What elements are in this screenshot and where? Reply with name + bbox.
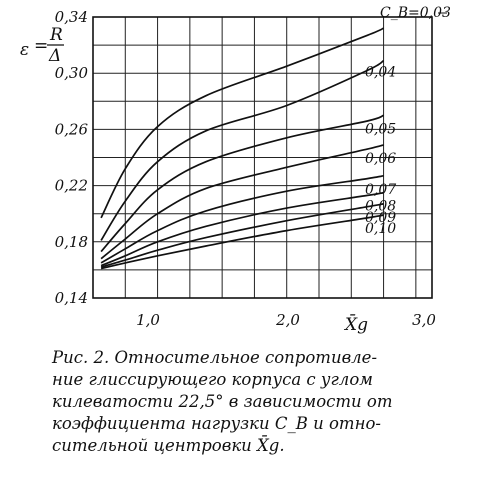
caption-line: Рис. 2. Относительное сопротивле- (52, 348, 378, 367)
y-axis-title (20, 25, 64, 66)
caption-line: килеватости 22,5° в зависимости от (52, 392, 393, 411)
y-tick-label: 0,14 (54, 289, 88, 307)
y-tick-label: 0,30 (54, 64, 88, 83)
series-label: C_B=0,03 (380, 5, 451, 21)
figure-caption (52, 347, 482, 457)
curves (101, 28, 384, 268)
y-tick-label: 0,26 (54, 120, 88, 139)
caption-line: коэффициента нагрузки C_B и отно- (52, 414, 381, 433)
series-label: 0,06 (365, 150, 397, 167)
tick-labels (55, 8, 437, 329)
series-label: 0,10 (365, 221, 397, 238)
y-tick-label: 0,18 (54, 232, 88, 251)
curve-labels (365, 5, 451, 237)
series-label: 0,04 (365, 64, 397, 81)
series-line (101, 176, 384, 263)
series-label: 0,09 (365, 209, 397, 226)
y-axis-denominator: Δ (49, 46, 62, 66)
y-tick-label: 0,22 (54, 176, 88, 195)
x-tick-label: 3,0 (412, 311, 436, 329)
series-label: 0,07 (365, 181, 397, 198)
y-axis-numerator: R (50, 25, 63, 45)
y-tick-label: 0,34 (54, 8, 88, 26)
series-line (101, 28, 384, 218)
y-axis-equals: = (34, 36, 49, 56)
x-tick-label: 1,0 (136, 311, 160, 329)
caption-line: сительной центровки X̄g. (52, 436, 285, 455)
caption-line: ние глиссирующего корпуса с углом (52, 370, 373, 389)
series-line (101, 115, 384, 251)
x-tick-label: 2,0 (276, 311, 300, 329)
x-axis-title: X̄g (345, 315, 368, 335)
y-axis-symbol: ε (20, 40, 30, 60)
series-label: 0,08 (365, 198, 397, 215)
series-label: 0,05 (365, 121, 397, 138)
